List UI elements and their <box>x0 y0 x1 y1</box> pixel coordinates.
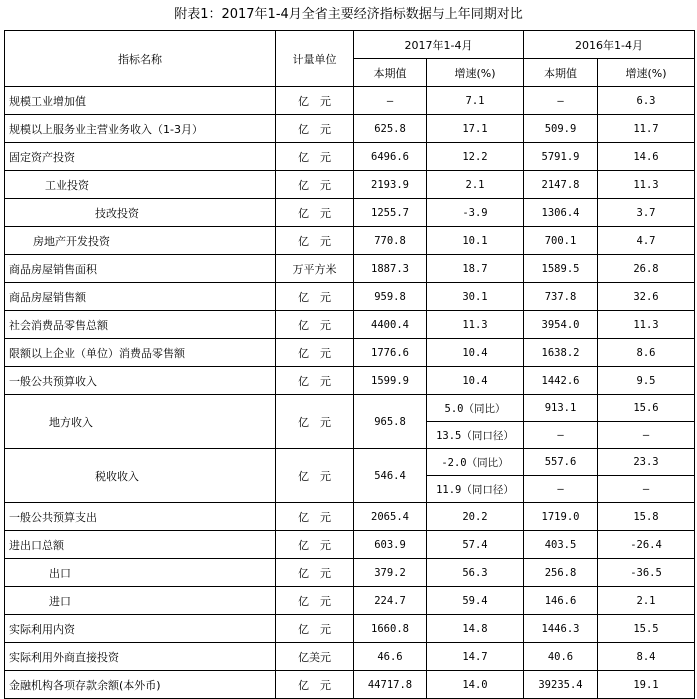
row-growth-2017: 10.4 <box>427 367 524 395</box>
row-growth-2017: -3.9 <box>427 199 524 227</box>
row-growth-2017: 12.2 <box>427 143 524 171</box>
header-unit: 计量单位 <box>276 31 354 87</box>
row-growth-2017: 57.4 <box>427 531 524 559</box>
table-row <box>5 559 695 587</box>
row-value-2017: 1887.3 <box>354 255 427 283</box>
table-row <box>5 367 695 395</box>
row-value-2017: 46.6 <box>354 643 427 671</box>
row-growth-2016: -36.5 <box>598 559 695 587</box>
row-value-2017: 770.8 <box>354 227 427 255</box>
row-growth-2016: 11.3 <box>598 311 695 339</box>
row-value-2016: 256.8 <box>524 559 598 587</box>
header-growth-2016: 增速(%) <box>598 59 695 87</box>
row-name: 进口 <box>5 587 276 615</box>
row-growth-2016: 8.6 <box>598 339 695 367</box>
row-unit: 亿 元 <box>276 339 354 367</box>
row-growth-2016: 9.5 <box>598 367 695 395</box>
row-growth-2017: 59.4 <box>427 587 524 615</box>
row-name: 限额以上企业（单位）消费品零售额 <box>5 339 276 367</box>
row-unit: 亿 元 <box>276 503 354 531</box>
row-growth-2017: 20.2 <box>427 503 524 531</box>
row-name: 房地产开发投资 <box>5 227 276 255</box>
row-value-2016: 557.6 <box>524 449 598 476</box>
row-value-2016: 1446.3 <box>524 615 598 643</box>
header-2017: 2017年1-4月 <box>354 31 524 59</box>
row-growth-2016: 2.1 <box>598 587 695 615</box>
row-unit: 亿 元 <box>276 671 354 699</box>
table-row <box>5 311 695 339</box>
row-name: 一般公共预算支出 <box>5 503 276 531</box>
row-unit: 亿 元 <box>276 559 354 587</box>
row-unit: 亿 元 <box>276 449 354 503</box>
row-growth-2017: 11.3 <box>427 311 524 339</box>
row-growth-2016: 11.7 <box>598 115 695 143</box>
row-unit: 亿 元 <box>276 615 354 643</box>
row-growth-2017: 7.1 <box>427 87 524 115</box>
row-value-2016: 1306.4 <box>524 199 598 227</box>
row-name: 工业投资 <box>5 171 276 199</box>
row-value-2016: 1638.2 <box>524 339 598 367</box>
row-growth-2017-yoy: -2.0（同比） <box>427 449 524 476</box>
row-value-2017: 965.8 <box>354 395 427 449</box>
row-growth-2017: 10.1 <box>427 227 524 255</box>
row-growth-2017: 10.4 <box>427 339 524 367</box>
table-row <box>5 643 695 671</box>
row-name: 进出口总额 <box>5 531 276 559</box>
row-growth-2016-b: — <box>598 476 695 503</box>
row-value-2016: 403.5 <box>524 531 598 559</box>
row-growth-2016: 8.4 <box>598 643 695 671</box>
row-name: 商品房屋销售额 <box>5 283 276 311</box>
table-row <box>5 587 695 615</box>
row-value-2017: 1776.6 <box>354 339 427 367</box>
row-value-2017: 6496.6 <box>354 143 427 171</box>
row-value-2016: 5791.9 <box>524 143 598 171</box>
row-name: 技改投资 <box>5 199 276 227</box>
row-name: 税收收入 <box>5 449 276 503</box>
table-row <box>5 339 695 367</box>
row-value-2017: 1255.7 <box>354 199 427 227</box>
row-growth-2016: 3.7 <box>598 199 695 227</box>
row-unit: 亿 元 <box>276 171 354 199</box>
row-value-2016-b: — <box>524 422 598 449</box>
row-value-2016: 146.6 <box>524 587 598 615</box>
row-value-2016-b: — <box>524 476 598 503</box>
table-row <box>5 283 695 311</box>
row-growth-2016: 14.6 <box>598 143 695 171</box>
row-growth-2016: 19.1 <box>598 671 695 699</box>
row-unit: 万平方米 <box>276 255 354 283</box>
table-row <box>5 227 695 255</box>
row-name: 商品房屋销售面积 <box>5 255 276 283</box>
row-value-2017: 603.9 <box>354 531 427 559</box>
row-value-2017: 959.8 <box>354 283 427 311</box>
table-row <box>5 531 695 559</box>
row-growth-2017: 14.8 <box>427 615 524 643</box>
row-name: 规模以上服务业主营业务收入（1-3月） <box>5 115 276 143</box>
row-unit: 亿 元 <box>276 587 354 615</box>
row-value-2016: 737.8 <box>524 283 598 311</box>
row-growth-2017: 18.7 <box>427 255 524 283</box>
row-value-2017: 1599.9 <box>354 367 427 395</box>
row-value-2016: 700.1 <box>524 227 598 255</box>
row-value-2017: 2065.4 <box>354 503 427 531</box>
header-value-2017: 本期值 <box>354 59 427 87</box>
row-growth-2016-b: — <box>598 422 695 449</box>
row-value-2016: 2147.8 <box>524 171 598 199</box>
row-value-2016: 1719.0 <box>524 503 598 531</box>
row-name: 出口 <box>5 559 276 587</box>
row-value-2017: 44717.8 <box>354 671 427 699</box>
row-unit: 亿 元 <box>276 531 354 559</box>
row-value-2016: 40.6 <box>524 643 598 671</box>
row-growth-2017: 30.1 <box>427 283 524 311</box>
row-unit: 亿 元 <box>276 87 354 115</box>
row-growth-2017: 14.7 <box>427 643 524 671</box>
row-name: 规模工业增加值 <box>5 87 276 115</box>
row-growth-2016: 23.3 <box>598 449 695 476</box>
table-row-tax-revenue <box>5 449 695 476</box>
row-value-2016: — <box>524 87 598 115</box>
header-growth-2017: 增速(%) <box>427 59 524 87</box>
row-name: 金融机构各项存款余额(本外币) <box>5 671 276 699</box>
table-row <box>5 255 695 283</box>
row-value-2017: 2193.9 <box>354 171 427 199</box>
row-growth-2017: 14.0 <box>427 671 524 699</box>
row-value-2017: 224.7 <box>354 587 427 615</box>
row-growth-2017-same: 11.9（同口径） <box>427 476 524 503</box>
row-growth-2016: 4.7 <box>598 227 695 255</box>
table-row <box>5 115 695 143</box>
row-value-2017: 625.8 <box>354 115 427 143</box>
row-unit: 亿 元 <box>276 143 354 171</box>
row-unit: 亿 元 <box>276 311 354 339</box>
row-value-2016: 1589.5 <box>524 255 598 283</box>
row-value-2016: 509.9 <box>524 115 598 143</box>
header-2016: 2016年1-4月 <box>524 31 695 59</box>
row-value-2017: 1660.8 <box>354 615 427 643</box>
row-name: 地方收入 <box>5 395 276 449</box>
table-row <box>5 199 695 227</box>
header-row-1 <box>5 31 695 59</box>
row-value-2016: 39235.4 <box>524 671 598 699</box>
row-growth-2017: 56.3 <box>427 559 524 587</box>
row-unit: 亿 元 <box>276 199 354 227</box>
row-unit: 亿美元 <box>276 643 354 671</box>
row-unit: 亿 元 <box>276 283 354 311</box>
row-value-2016: 1442.6 <box>524 367 598 395</box>
row-growth-2016: 15.6 <box>598 395 695 422</box>
row-name: 社会消费品零售总额 <box>5 311 276 339</box>
indicator-table <box>4 30 695 699</box>
header-indicator: 指标名称 <box>5 31 276 87</box>
row-growth-2016: 11.3 <box>598 171 695 199</box>
row-growth-2017: 17.1 <box>427 115 524 143</box>
row-value-2017: 546.4 <box>354 449 427 503</box>
row-unit: 亿 元 <box>276 395 354 449</box>
row-growth-2016: 6.3 <box>598 87 695 115</box>
row-growth-2017-same: 13.5（同口径） <box>427 422 524 449</box>
row-value-2016: 913.1 <box>524 395 598 422</box>
row-unit: 亿 元 <box>276 227 354 255</box>
row-growth-2016: 26.8 <box>598 255 695 283</box>
table-row <box>5 87 695 115</box>
row-growth-2016: -26.4 <box>598 531 695 559</box>
row-value-2016: 3954.0 <box>524 311 598 339</box>
row-name: 一般公共预算收入 <box>5 367 276 395</box>
row-value-2017: — <box>354 87 427 115</box>
header-value-2016: 本期值 <box>524 59 598 87</box>
table-title: 附表1：2017年1-4月全省主要经济指标数据与上年同期对比 <box>174 7 523 22</box>
row-growth-2016: 15.8 <box>598 503 695 531</box>
row-growth-2017-yoy: 5.0（同比） <box>427 395 524 422</box>
table-row <box>5 143 695 171</box>
row-unit: 亿 元 <box>276 115 354 143</box>
row-name: 固定资产投资 <box>5 143 276 171</box>
row-name: 实际利用内资 <box>5 615 276 643</box>
table-row <box>5 503 695 531</box>
row-growth-2016: 32.6 <box>598 283 695 311</box>
row-value-2017: 4400.4 <box>354 311 427 339</box>
table-row <box>5 615 695 643</box>
row-growth-2016: 15.5 <box>598 615 695 643</box>
row-growth-2017: 2.1 <box>427 171 524 199</box>
row-value-2017: 379.2 <box>354 559 427 587</box>
table-row <box>5 671 695 699</box>
row-unit: 亿 元 <box>276 367 354 395</box>
table-row-local-revenue <box>5 395 695 422</box>
table-row <box>5 171 695 199</box>
row-name: 实际利用外商直接投资 <box>5 643 276 671</box>
